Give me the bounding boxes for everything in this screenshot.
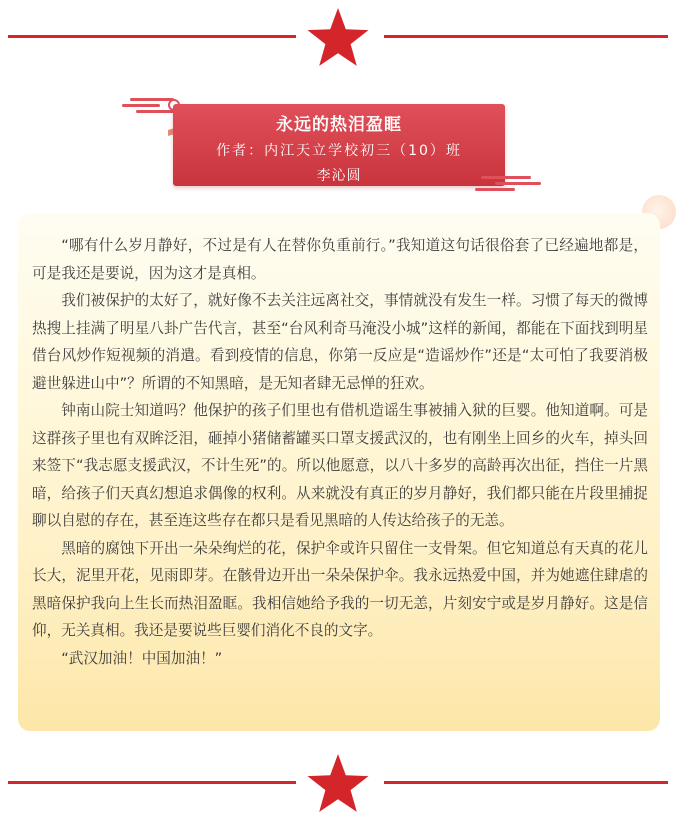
author-name: 李沁圆	[316, 168, 362, 184]
divider-line-left	[8, 781, 296, 784]
divider-line-left	[8, 35, 296, 38]
red-star-icon	[305, 6, 371, 68]
article-paragraph: 黑暗的腐蚀下开出一朵朵绚烂的花，保护伞或许只留住一支骨架。但它知道总有天真的花儿长大，泥里开花，见雨即芽。在骸骨边开出一朵朵保护伞。我永远热爱中国，并为她遮住肆虐的黑暗保护我向上生长而热泪盈眶。我相信她给予我的一切无恙，片刻安宁或是岁月静好。这是信仰，无关真相。我还是要说些巨婴们消化不良的文字。	[32, 539, 648, 639]
article-card	[18, 213, 660, 731]
bottom-divider	[0, 752, 676, 812]
article-paragraph: “哪有什么岁月静好，不过是有人在替你负重前行。”我知道这句话很俗套了已经遍地都是，可是我还是要说，因为这才是真相。	[32, 237, 648, 282]
article-title: 永远的热泪盈眶	[276, 115, 402, 135]
divider-line-right	[384, 781, 668, 784]
red-star-icon	[305, 752, 371, 814]
article-body	[32, 232, 648, 672]
cloud-icon	[475, 174, 545, 196]
article-closing-line: “武汉加油！中国加油！”	[61, 649, 223, 667]
top-divider	[0, 6, 676, 66]
author-line: 作者：内江天立学校初三（10）班	[216, 143, 462, 159]
article-paragraph: 我们被保护的太好了，就好像不去关注远离社交，事情就没有发生一样。习惯了每天的微博热搜上挂满了明星八卦广告代言，甚至“台风利奇马淹没小城”这样的新闻，都能在下面找到明星借台风炒作短视频的消遣。看到疫情的信息，你第一反应是“造谣炒作”还是“太可怕了我要消极避世躲进山中”？所谓的不知黑暗，是无知者肆无忌惮的狂欢。	[32, 292, 648, 392]
article-paragraph: 钟南山院士知道吗？他保护的孩子们里也有借机造谣生事被捕入狱的巨婴。他知道啊。可是这群孩子里也有双眸泛泪，砸掉小猪储蓄罐买口罩支援武汉的，也有刚坐上回乡的火车，掉头回来签下“我志愿支援武汉，不计生死”的。所以他愿意，以八十多岁的高龄再次出征，挡住一片黑暗，给孩子们天真幻想追求偶像的权利。从来就没有真正的岁月静好，我们都只能在片段里捕捉聊以自慰的存在，甚至连这些存在都只是看见黑暗的人传达给孩子的无恙。	[32, 402, 648, 529]
title-banner	[173, 104, 505, 186]
divider-line-right	[384, 35, 668, 38]
